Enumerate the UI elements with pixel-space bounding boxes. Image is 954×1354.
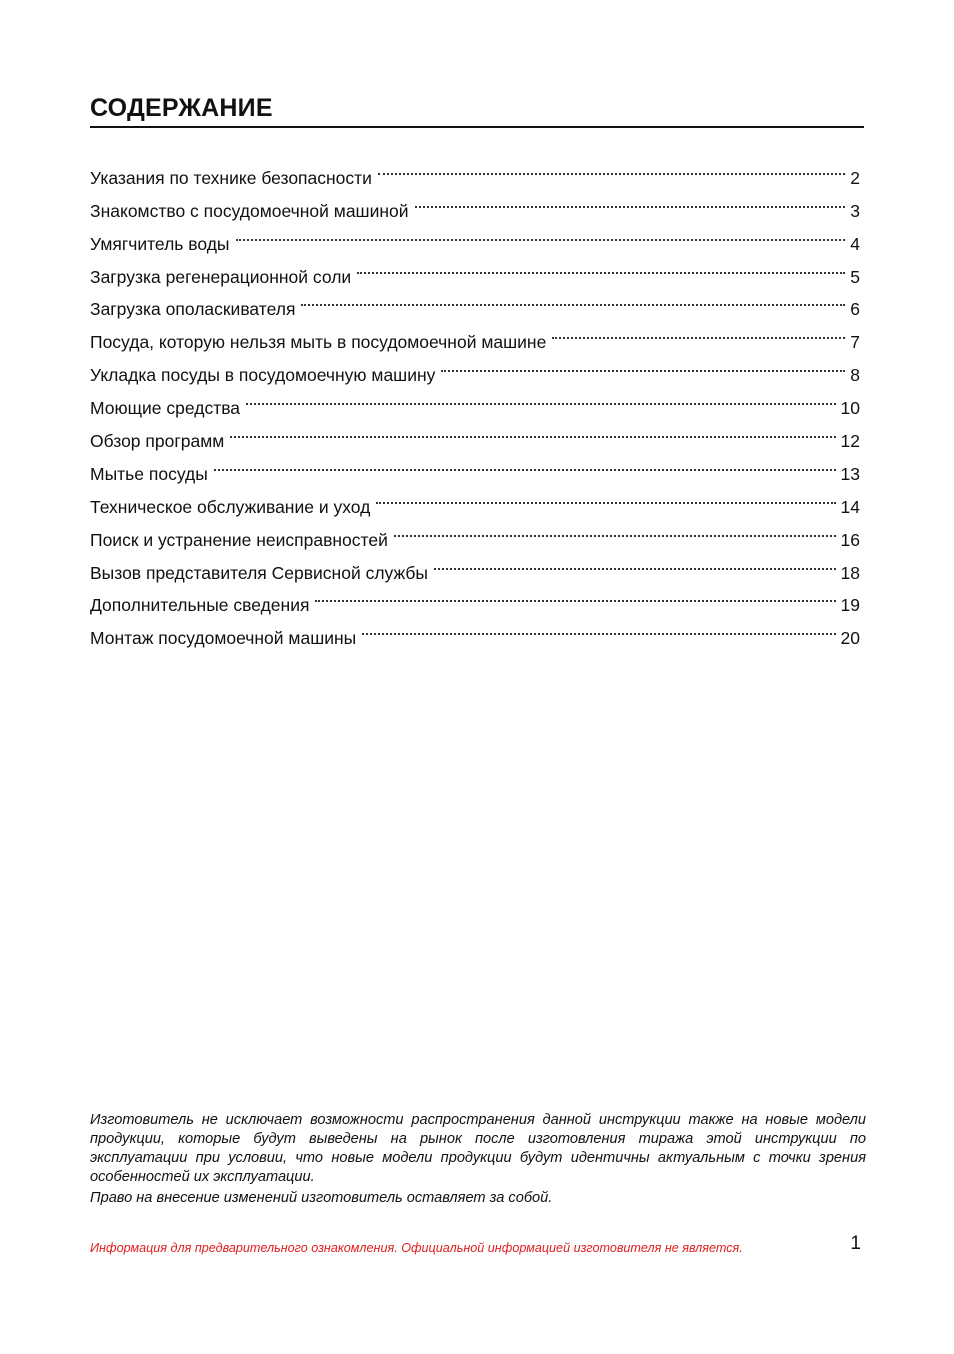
toc-dot-leader bbox=[394, 513, 836, 546]
toc-entry-label: Посуда, которую нельзя мыть в посудомоечной машине bbox=[90, 332, 547, 353]
title-underline bbox=[90, 126, 864, 128]
toc-dot-leader bbox=[415, 184, 846, 217]
toc-entry-label: Моющие средства bbox=[90, 398, 241, 419]
toc-entry-label: Загрузка регенерационной соли bbox=[90, 266, 352, 287]
toc-entry-page: 20 bbox=[840, 628, 860, 649]
toc-dot-leader bbox=[230, 414, 835, 447]
toc-dot-leader bbox=[434, 546, 836, 579]
toc-entry-label: Умягчитель воды bbox=[90, 233, 230, 254]
page-number: 1 bbox=[850, 1233, 861, 1254]
manufacturer-notice: Изготовитель не исключает возможности распространения данной инструкции также на новые модели продукции, которые будут выведены на рынок после изготовления тиража этой инструкции по эксплуатации при условии, что новые модели продукции будут идентичны актуальным с точки зрения особенностей их эксплуатации. bbox=[90, 1112, 866, 1185]
toc-entry-page: 10 bbox=[840, 398, 860, 419]
toc-entry-page: 2 bbox=[850, 167, 860, 188]
toc-entry-label: Мытье посуды bbox=[90, 463, 208, 484]
toc-entry bbox=[90, 151, 860, 188]
toc-entry-page: 12 bbox=[840, 431, 860, 452]
toc-entry-page: 18 bbox=[840, 562, 860, 583]
toc-entry-page: 5 bbox=[850, 266, 860, 287]
toc-entry-label: Укладка посуды в посудомоечную машину bbox=[90, 365, 436, 386]
toc-entry-label: Монтаж посудомоечной машины bbox=[90, 628, 357, 649]
toc-entry-label: Дополнительные сведения bbox=[90, 595, 310, 616]
toc-entry-page: 3 bbox=[850, 200, 860, 221]
toc-dot-leader bbox=[362, 611, 835, 644]
toc-entry-label: Загрузка ополаскивателя bbox=[90, 299, 296, 320]
toc-entry-page: 6 bbox=[850, 299, 860, 320]
toc-dot-leader bbox=[236, 217, 846, 250]
toc-entry-label: Техническое обслуживание и уход bbox=[90, 496, 371, 517]
toc-entry-label: Знакомство с посудомоечной машиной bbox=[90, 200, 409, 221]
toc-entry-page: 14 bbox=[840, 496, 860, 517]
toc-dot-leader bbox=[246, 381, 835, 414]
preliminary-info-disclaimer: Информация для предварительного ознакомления. Официальной информацией изготовителя не является. bbox=[90, 1241, 743, 1255]
table-of-contents bbox=[90, 151, 860, 649]
toc-dot-leader bbox=[214, 447, 836, 480]
toc-entry-page: 19 bbox=[840, 595, 860, 616]
page-title: СОДЕРЖАНИЕ bbox=[90, 94, 273, 122]
toc-dot-leader bbox=[357, 250, 845, 283]
toc-dot-leader bbox=[378, 151, 845, 184]
toc-dot-leader bbox=[376, 480, 835, 513]
toc-dot-leader bbox=[441, 348, 845, 381]
toc-entry-label: Указания по технике безопасности bbox=[90, 167, 372, 188]
toc-dot-leader bbox=[301, 283, 845, 316]
toc-entry-label: Обзор программ bbox=[90, 431, 225, 452]
toc-entry-page: 8 bbox=[850, 365, 860, 386]
toc-dot-leader bbox=[552, 315, 845, 348]
toc-entry-page: 7 bbox=[850, 332, 860, 353]
toc-entry-label: Поиск и устранение неисправностей bbox=[90, 529, 388, 550]
toc-dot-leader bbox=[315, 579, 835, 612]
toc-entry-page: 16 bbox=[840, 529, 860, 550]
toc-entry-page: 4 bbox=[850, 233, 860, 254]
toc-entry-label: Вызов представителя Сервисной службы bbox=[90, 562, 429, 583]
toc-entry-page: 13 bbox=[840, 463, 860, 484]
rights-notice: Право на внесение изменений изготовитель оставляет за собой. bbox=[90, 1190, 553, 1206]
